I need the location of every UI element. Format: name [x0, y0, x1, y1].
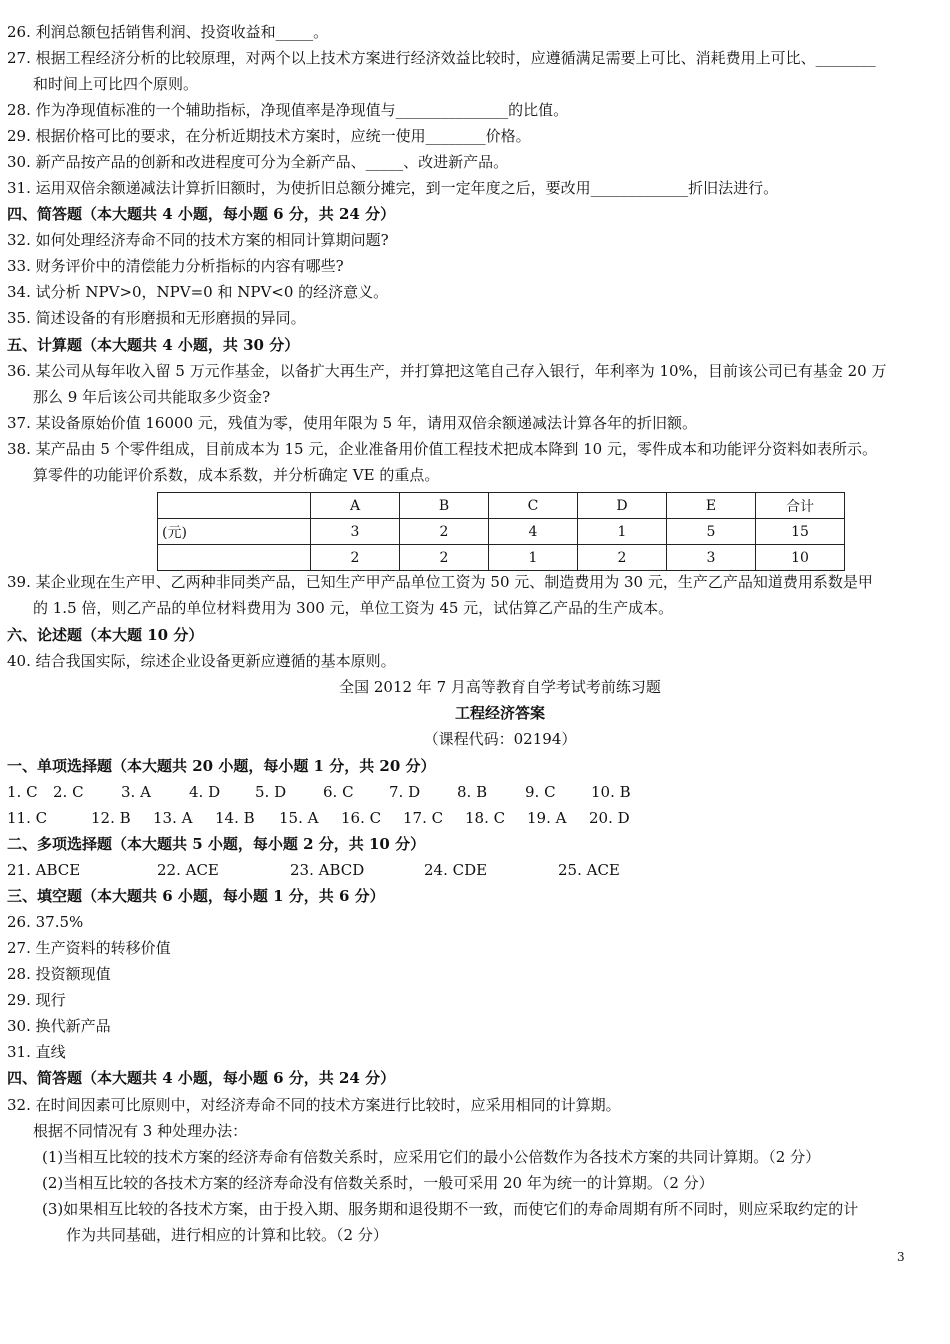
table-cell: 5: [667, 519, 756, 545]
question-26: 26. 利润总额包括销售利润、投资收益和_____。: [7, 23, 329, 41]
table-cell: 1: [578, 519, 667, 545]
answer-item: 18. C: [465, 809, 506, 827]
answer-item: 7. D: [389, 783, 421, 801]
answer-item: 15. A: [279, 809, 319, 827]
answer-30: 30. 换代新产品: [7, 1017, 111, 1035]
answer-32-case-3-cont: 作为共同基础，进行相应的计算和比较。（2 分）: [66, 1226, 388, 1244]
table-cell: 1: [489, 545, 578, 571]
question-27-cont: 和时间上可比四个原则。: [33, 75, 199, 93]
section-heading-5: 五、计算题（本大题共 4 小题，共 30 分）: [7, 336, 300, 354]
page-number: 3: [897, 1250, 905, 1264]
answer-title: 工程经济答案: [454, 704, 545, 722]
answer-31: 31. 直线: [7, 1043, 66, 1061]
answer-32-intro: 根据不同情况有 3 种处理办法：: [33, 1122, 248, 1140]
answer-section-1: 一、单项选择题（本大题共 20 小题，每小题 1 分，共 20 分）: [7, 757, 436, 775]
question-33: 33. 财务评价中的清偿能力分析指标的内容有哪些?: [7, 257, 344, 275]
table-cell: D: [578, 493, 667, 519]
answer-item: 19. A: [527, 809, 567, 827]
section-heading-4: 四、简答题（本大题共 4 小题，每小题 6 分，共 24 分）: [7, 205, 396, 223]
answer-32-case-1: (1)当相互比较的技术方案的经济寿命有倍数关系时，应采用它们的最小公倍数作为各技术方案的共同计算期。（2 分）: [42, 1148, 821, 1166]
question-38-cont: 算零件的功能评价系数，成本系数，并分析确定 VE 的重点。: [33, 466, 440, 484]
table-row: [158, 545, 845, 571]
answer-27: 27. 生产资料的转移价值: [7, 939, 171, 957]
question-34: 34. 试分析 NPV>0，NPV=0 和 NPV<0 的经济意义。: [7, 283, 389, 301]
course-code: （课程代码：02194）: [423, 730, 577, 748]
answer-32: 32. 在时间因素可比原则中，对经济寿命不同的技术方案进行比较时，应采用相同的计算期。: [7, 1096, 621, 1114]
answer-item: 2. C: [53, 783, 84, 801]
table-row: [158, 493, 845, 519]
answer-row-3: [7, 860, 620, 880]
question-36-cont: 那么 9 年后该公司共能取多少资金?: [33, 388, 271, 406]
table-cell: [158, 545, 311, 571]
answer-item: 1. C: [7, 783, 38, 801]
table-cell: 15: [756, 519, 845, 545]
answer-section-2: 二、多项选择题（本大题共 5 小题，每小题 2 分，共 10 分）: [7, 835, 426, 853]
table-cell: C: [489, 493, 578, 519]
question-37: 37. 某设备原始价值 16000 元，残值为零，使用年限为 5 年，请用双倍余额递减法计算各年的折旧额。: [7, 414, 697, 432]
question-35: 35. 简述设备的有形磨损和无形磨损的异同。: [7, 309, 306, 327]
answer-item: 23. ABCD: [290, 861, 365, 879]
question-29: 29. 根据价格可比的要求，在分析近期技术方案时，应统一使用________价格。: [7, 127, 531, 145]
table-cell: E: [667, 493, 756, 519]
table-cell: 10: [756, 545, 845, 571]
answer-item: 6. C: [323, 783, 354, 801]
answer-section-3: 三、填空题（本大题共 6 小题，每小题 1 分，共 6 分）: [7, 887, 385, 905]
table-cell: 4: [489, 519, 578, 545]
question-32: 32. 如何处理经济寿命不同的技术方案的相同计算期问题?: [7, 231, 389, 249]
table-cell: 2: [400, 519, 489, 545]
answer-item: 8. B: [457, 783, 488, 801]
answer-item: 16. C: [341, 809, 382, 827]
table-cell: B: [400, 493, 489, 519]
answer-item: 5. D: [255, 783, 287, 801]
answer-28: 28. 投资额现值: [7, 965, 111, 983]
question-36: 36. 某公司从每年收入留 5 万元作基金，以备扩大再生产，并打算把这笔自己存入银行，年利率为 10%，目前该公司已有基金 20 万: [7, 362, 887, 380]
answer-item: 4. D: [189, 783, 221, 801]
answer-item: 12. B: [91, 809, 131, 827]
answer-row-1: [7, 782, 631, 802]
table-cell: A: [311, 493, 400, 519]
answer-32-case-3: (3)如果相互比较的各技术方案，由于投入期、服务期和退役期不一致，而使它们的寿命周期有所不同时，则应采取约定的计: [42, 1200, 859, 1218]
answer-item: 14. B: [215, 809, 255, 827]
answer-row-2: [7, 808, 630, 828]
answer-header: 全国 2012 年 7 月高等教育自学考试考前练习题: [339, 678, 661, 696]
answer-section-4: 四、简答题（本大题共 4 小题，每小题 6 分，共 24 分）: [7, 1069, 396, 1087]
table-cell: [158, 493, 311, 519]
answer-item: 9. C: [525, 783, 556, 801]
answer-29: 29. 现行: [7, 991, 66, 1009]
table-cell: (元): [158, 519, 311, 545]
question-40: 40. 结合我国实际，综述企业设备更新应遵循的基本原则。: [7, 652, 396, 670]
answer-item: 13. A: [153, 809, 193, 827]
answer-item: 22. ACE: [157, 861, 219, 879]
answer-item: 20. D: [589, 809, 630, 827]
parts-cost-table: [157, 492, 845, 571]
answer-item: 24. CDE: [424, 861, 488, 879]
question-38: 38. 某产品由 5 个零件组成，目前成本为 15 元，企业准备用价值工程技术把成本降到 10 元，零件成本和功能评分资料如表所示。: [7, 440, 877, 458]
table-cell: 2: [400, 545, 489, 571]
answer-item: 10. B: [591, 783, 631, 801]
answer-26: 26. 37.5%: [7, 913, 84, 931]
question-27: 27. 根据工程经济分析的比较原理，对两个以上技术方案进行经济效益比较时，应遵循满足需要上可比、消耗费用上可比、________: [7, 49, 876, 67]
question-30: 30. 新产品按产品的创新和改进程度可分为全新产品、_____、改进新产品。: [7, 153, 509, 171]
table-cell: 2: [311, 545, 400, 571]
table-row: [158, 519, 845, 545]
question-28: 28. 作为净现值标准的一个辅助指标，净现值率是净现值与_______________的比值。: [7, 101, 569, 119]
answer-item: 17. C: [403, 809, 444, 827]
answer-item: 21. ABCE: [7, 861, 81, 879]
answer-item: 25. ACE: [558, 861, 620, 879]
answer-item: 11. C: [7, 809, 48, 827]
question-31: 31. 运用双倍余额递减法计算折旧额时，为使折旧总额分摊完，到一定年度之后，要改用_____________折旧法进行。: [7, 179, 779, 197]
table-cell: 3: [311, 519, 400, 545]
table-cell: 3: [667, 545, 756, 571]
question-39-cont: 的 1.5 倍，则乙产品的单位材料费用为 300 元，单位工资为 45 元，试估算乙产品的生产成本。: [33, 599, 674, 617]
answer-32-case-2: (2)当相互比较的各技术方案的经济寿命没有倍数关系时，一般可采用 20 年为统一的计算期。（2 分）: [42, 1174, 714, 1192]
section-heading-6: 六、论述题（本大题 10 分）: [7, 626, 204, 644]
question-39: 39. 某企业现在生产甲、乙两种非同类产品，已知生产甲产品单位工资为 50 元、制造费用为 30 元，生产乙产品知道费用系数是甲: [7, 573, 873, 591]
table-cell: 2: [578, 545, 667, 571]
table-cell: 合计: [756, 493, 845, 519]
answer-item: 3. A: [121, 783, 151, 801]
